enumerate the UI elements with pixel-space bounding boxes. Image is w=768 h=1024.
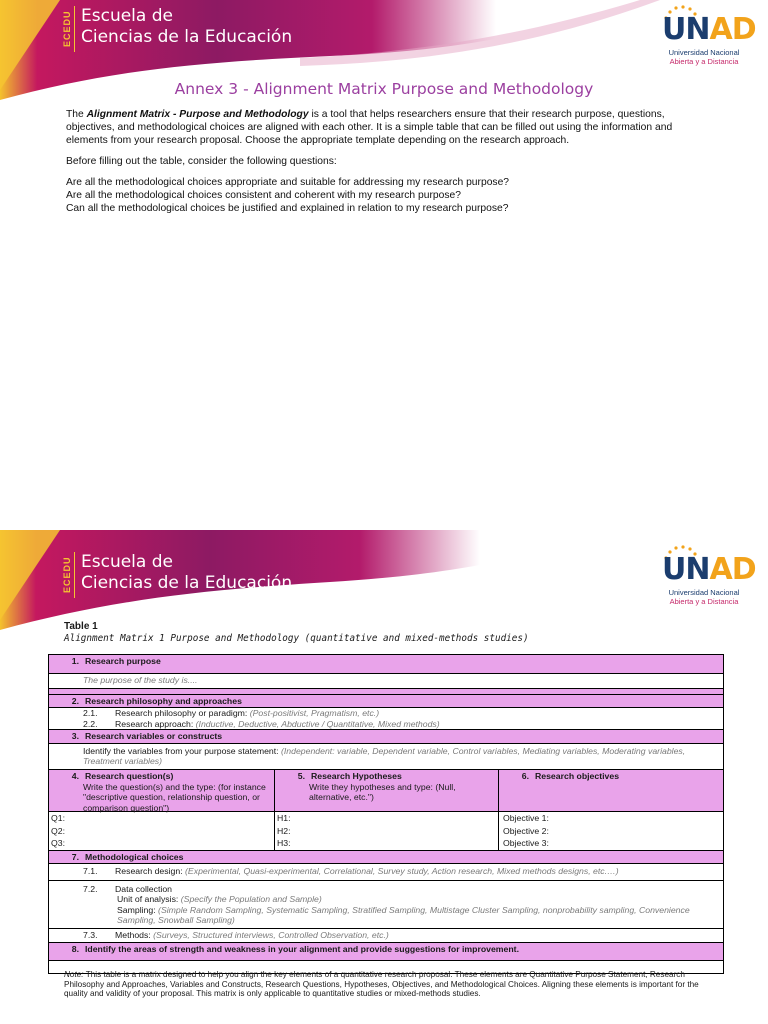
table-note: Note: This table is a matrix designed to help you align the key elements of a quantitative research proposal. These elements are Quantitative Purpose Statement, Research Philosophy and Approaches, Variables and Constructs, Research Questions, Hypotheses, Objectives, and Methodological Choices. Aligning these elements is important for the quality and validity of your proposal. This matrix is only applicable to quantitative studies or mixed-methods studies.	[64, 970, 699, 999]
section-2-cell: 2.1. Research philosophy or paradigm: (Post-positivist, Pragmatism, etc.) 2.2. Research approach: (Inductive, Deductive, Abductive / Quantitative, Mixed methods)	[48, 708, 724, 730]
question-2: Are all the methodological choices consistent and coherent with my research purpose?	[66, 190, 461, 201]
section-7-2-cell: 7.2. Data collection Unit of analysis: (Specify the Population and Sample) Sampling: (Simple Random Sampling, Systematic Sampling, Stratified Sampling, Multistage Cluster Sampling, nonprobability sampling, Convenience Sampling, Snowball Sampling)	[48, 881, 724, 930]
document-page-2	[0, 500, 768, 1024]
document-page-1	[0, 0, 768, 500]
section-3-header: 3. Research variables or constructs	[48, 730, 724, 743]
intro-paragraph: The Alignment Matrix - Purpose and Methodology is a tool that helps researchers ensure that their research purpose, questions, objectives, and methodological choices are aligned with each other. It is a simple table that can be filled out using the information and elements from your research proposal. Choose the appropriate template depending on the research approach.	[66, 109, 673, 146]
ecedu-tag: ECEDU	[62, 6, 75, 52]
alignment-matrix	[48, 654, 724, 974]
sections-4-6-cells: Q1: Q2: Q3: H1: H2: H3: Objective 1: Objective 2: Objective 3:	[48, 812, 724, 851]
section-3-cell: Identify the variables from your purpose statement: (Independent: variable, Dependent variable, Control variables, Mediating variables, Moderating variables, Treatment variables)	[48, 744, 724, 771]
intro-text	[66, 108, 706, 215]
school-brand	[62, 6, 292, 52]
section-7-1-cell: 7.1. Research design: (Experimental, Quasi-experimental, Correlational, Survey study, Action research, Mixed methods designs, etc.…)	[48, 864, 724, 880]
section-1-cell: The purpose of the study is....	[48, 674, 724, 689]
question-3: Can all the methodological choices be justified and explained in relation to my research purpose?	[66, 203, 509, 214]
section-7-3-cell: 7.3. Methods: (Surveys, Structured interviews, Controlled Observation, etc.)	[48, 929, 724, 942]
section-8-header: 8. Identify the areas of strength and weakness in your alignment and provide suggestions for improvement.	[48, 943, 724, 961]
school-name: Escuela de Ciencias de la Educación	[81, 6, 293, 47]
document-title: Annex 3 - Alignment Matrix Purpose and Methodology	[174, 80, 594, 98]
section-7-header: 7. Methodological choices	[48, 851, 724, 864]
before-paragraph: Before filling out the table, consider the following questions:	[66, 156, 337, 167]
school-brand-2: ECEDU Escuela de Ciencias de la Educación	[62, 552, 292, 598]
sections-4-6-header: 4. Research question(s) Write the question(s) and the type: (for instance "descriptive question, relationship question, or comparison question") 5. Research Hypotheses Write they hypotheses and type: (Null, alternative, etc.") 6. Research objectives	[48, 770, 724, 812]
table-subtitle: Alignment Matrix 1 Purpose and Methodology (quantitative and mixed-methods studies)	[64, 633, 529, 644]
unad-logo-2: UNAD Universidad Nacional Abierta y a Distancia	[656, 544, 752, 606]
table-caption: Table 1	[64, 621, 98, 632]
section-1-header: 1. Research purpose	[48, 654, 724, 674]
section-2-header: 2. Research philosophy and approaches	[48, 695, 724, 708]
question-1: Are all the methodological choices appropriate and suitable for addressing my research purpose?	[66, 177, 510, 188]
unad-logo: UNAD Universidad Nacional Abierta y a Distancia	[656, 4, 752, 66]
